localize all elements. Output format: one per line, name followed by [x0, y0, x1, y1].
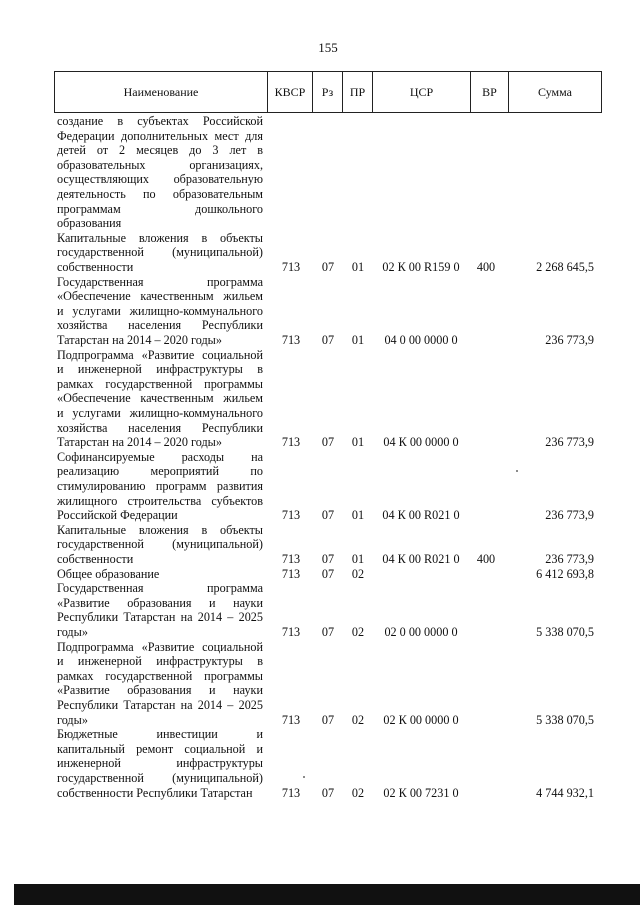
row-name-line: Татарстан на 2014 – 2020 годы» [57, 435, 222, 450]
row-name-line: капитальный ремонт социальной и [57, 741, 263, 756]
cell-csr: 02 К 00 0000 0 [383, 712, 459, 727]
row-name [57, 727, 263, 800]
cell-csr: 02 К 00 R159 0 [382, 259, 460, 274]
row-name-line: осуществляющих образовательную [57, 172, 263, 187]
row-name [57, 640, 263, 728]
row-name-line: программам дошкольного [57, 201, 263, 216]
header-pr: ПР [343, 72, 373, 112]
cell-rz: 07 [321, 624, 335, 639]
row-name-line: жилищного строительства субъектов [57, 493, 263, 508]
row-name-line: Государственная программа [57, 581, 263, 596]
cell-pr: 01 [351, 435, 365, 450]
row-name-line: «Обеспечение качественным жильем [57, 391, 263, 406]
scan-speck [516, 470, 518, 472]
table-row [0, 348, 640, 450]
cell-sum: 5 338 070,5 [536, 712, 594, 727]
row-name-line: Республики Татарстан на 2014 – 2025 [57, 610, 263, 625]
scan-speck [303, 776, 305, 778]
row-name-line: государственной (муниципальной) [57, 770, 263, 785]
row-name-line: Капитальные вложения в объекты [57, 230, 263, 245]
cell-rz: 07 [321, 566, 335, 581]
row-name [57, 275, 263, 348]
cell-pr: 01 [351, 508, 365, 523]
row-name-line: Подпрограмма «Развитие социальной [57, 347, 263, 362]
row-name-line: государственной (муниципальной) [57, 537, 263, 552]
row-name-line: деятельность по образовательным [57, 186, 263, 201]
cell-pr: 02 [351, 712, 365, 727]
cell-pr: 01 [351, 259, 365, 274]
cell-kvsr: 713 [281, 508, 301, 523]
row-name-line: хозяйства населения Республики [57, 420, 263, 435]
row-name-line: образования [57, 216, 122, 231]
row-name-line: Капитальные вложения в объекты [57, 522, 263, 537]
row-name-line: рамках государственной программы [57, 376, 263, 391]
cell-csr: 02 К 00 7231 0 [383, 785, 459, 800]
row-name-line: и услугами жилищно-коммунального [57, 303, 263, 318]
row-name-line: образовательных организациях, [57, 157, 263, 172]
cell-pr: 02 [351, 566, 365, 581]
row-name-line: годы» [57, 712, 88, 727]
table-row [0, 581, 640, 639]
row-name [57, 450, 263, 523]
row-name-line: Общее образование [57, 566, 160, 581]
cell-sum: 5 338 070,5 [536, 624, 594, 639]
table-row [0, 567, 640, 582]
row-name-line: «Развитие образования и науки [57, 595, 263, 610]
row-name-line: собственности [57, 551, 134, 566]
table-row [0, 523, 640, 567]
cell-sum: 4 744 932,1 [536, 785, 594, 800]
row-name-line: годы» [57, 624, 88, 639]
row-name-line: Республики Татарстан на 2014 – 2025 [57, 697, 263, 712]
row-name-line: инженерной инфраструктуры [57, 756, 263, 771]
cell-csr: 04 К 00 R021 0 [382, 508, 460, 523]
cell-csr: 04 0 00 0000 0 [384, 332, 458, 347]
cell-kvsr: 713 [281, 435, 301, 450]
row-name-line: Софинансируемые расходы на [57, 449, 263, 464]
row-name-line: детей от 2 месяцев до 3 лет в [57, 143, 263, 158]
table-row [0, 275, 640, 348]
cell-pr: 01 [351, 332, 365, 347]
table-row [0, 640, 640, 728]
cell-kvsr: 713 [281, 566, 301, 581]
cell-kvsr: 713 [281, 332, 301, 347]
cell-sum: 236 773,9 [545, 551, 594, 566]
cell-sum: 6 412 693,8 [536, 566, 594, 581]
header-kvsr: КВСР [268, 72, 313, 112]
header-rz: Рз [313, 72, 343, 112]
row-name-line: реализацию мероприятий по [57, 464, 263, 479]
row-name-line: собственности [57, 259, 134, 274]
header-name: Наименование [55, 72, 268, 112]
row-name-line: государственной (муниципальной) [57, 245, 263, 260]
row-name-line: Татарстан на 2014 – 2020 годы» [57, 332, 222, 347]
row-name-line: Федерации дополнительных мест для [57, 128, 263, 143]
cell-rz: 07 [321, 332, 335, 347]
table-header [54, 71, 602, 113]
row-name [57, 114, 263, 231]
row-name-line: Государственная программа [57, 274, 263, 289]
header-vr: ВР [471, 72, 509, 112]
cell-kvsr: 713 [281, 551, 301, 566]
cell-rz: 07 [321, 508, 335, 523]
row-name-line: собственности Республики Татарстан [57, 785, 253, 800]
table-row [0, 450, 640, 523]
table-row [0, 727, 640, 800]
cell-pr: 02 [351, 785, 365, 800]
cell-csr: 02 0 00 0000 0 [384, 624, 458, 639]
cell-csr: 04 К 00 0000 0 [383, 435, 459, 450]
cell-csr: 04 К 00 R021 0 [382, 551, 460, 566]
cell-sum: 2 268 645,5 [536, 259, 594, 274]
row-name [57, 523, 263, 567]
header-sum: Сумма [538, 85, 572, 99]
row-name-line: хозяйства населения Республики [57, 318, 263, 333]
cell-rz: 07 [321, 551, 335, 566]
row-name [57, 231, 263, 275]
row-name-line: и услугами жилищно-коммунального [57, 405, 263, 420]
page-number: 155 [318, 40, 338, 55]
row-name-line: Бюджетные инвестиции и [57, 727, 263, 742]
header-csr: ЦСР [373, 72, 471, 112]
row-name-line: создание в субъектах Российской [57, 114, 263, 128]
row-name [57, 348, 263, 450]
cell-pr: 01 [351, 551, 365, 566]
cell-sum: 236 773,9 [545, 332, 594, 347]
table-row [0, 231, 640, 275]
row-name-line: стимулированию программ развития [57, 478, 263, 493]
cell-kvsr: 713 [281, 785, 301, 800]
cell-pr: 02 [351, 624, 365, 639]
cell-kvsr: 713 [281, 624, 301, 639]
row-name-line: и инженерной инфраструктуры в [57, 654, 263, 669]
table-row [0, 114, 640, 231]
row-name-line: Российской Федерации [57, 508, 178, 523]
cell-rz: 07 [321, 785, 335, 800]
row-name-line: «Развитие образования и науки [57, 683, 263, 698]
cell-vr: 400 [476, 259, 496, 274]
row-name-line: рамках государственной программы [57, 668, 263, 683]
cell-rz: 07 [321, 712, 335, 727]
cell-vr: 400 [476, 551, 496, 566]
cell-kvsr: 713 [281, 259, 301, 274]
cell-kvsr: 713 [281, 712, 301, 727]
cell-sum: 236 773,9 [545, 435, 594, 450]
scan-edge [14, 884, 640, 905]
row-name-line: «Обеспечение качественным жильем [57, 289, 263, 304]
cell-rz: 07 [321, 259, 335, 274]
cell-sum: 236 773,9 [545, 508, 594, 523]
row-name [57, 567, 263, 582]
row-name-line: и инженерной инфраструктуры в [57, 362, 263, 377]
row-name-line: Подпрограмма «Развитие социальной [57, 639, 263, 654]
cell-rz: 07 [321, 435, 335, 450]
row-name [57, 581, 263, 639]
